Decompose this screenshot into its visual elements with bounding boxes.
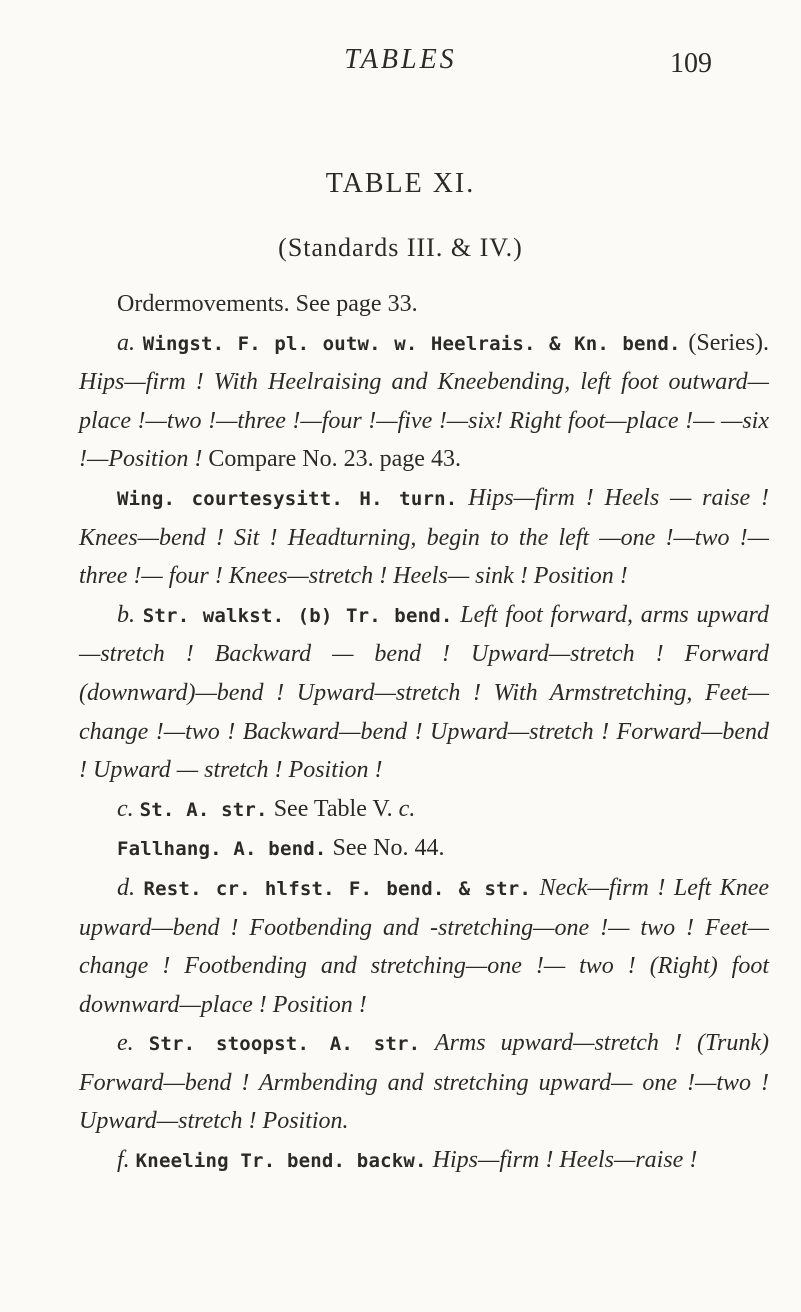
section-f-command: Kneeling Tr. bend. backw. [135,1150,427,1173]
section-e-command: Str. stoopst. A. str. [148,1033,421,1056]
section-c-command-2: Fallhang. A. bend. [117,838,327,861]
section-d-label: d. [117,874,135,901]
section-e-instructions: Arms upward—stretch ! (Trunk) Forward—bend ! Armbending and stretching upward— one !—two ! Upward—stretch ! Position. [79,1030,769,1135]
section-b-instructions: Left foot forward, arms upward—stretch ! Backward — bend ! Upward—stretch ! Forward (downward)—bend ! Upward—stretch ! With Armstretching, Feet—change !—two ! Backward—bend ! Upward—stretch ! Forward—bend ! Upward — stretch ! Position ! [79,601,770,784]
running-head [0,44,801,84]
section-c-reference: c. [398,795,416,822]
section-c-text-2: See No. 44. [326,835,445,862]
section-a-text: (Series). [680,329,770,356]
section-d [79,869,769,1024]
page-number: 109 [670,48,712,79]
section-f [79,1141,769,1181]
section-a-instructions-2: Hips—firm ! Heels — raise ! Knees—bend ! Sit ! Headturning, begin to the left —one !—two !—three !— four ! Knees—stretch ! Heels— sink ! Position ! [79,484,769,590]
section-f-instructions: Hips—firm ! Heels—raise ! [426,1147,698,1174]
section-a-continued [79,479,769,596]
section-c-continued [79,829,769,869]
section-b [79,596,769,790]
section-b-label: b. [117,601,135,628]
section-a-command: Wingst. F. pl. outw. w. Heelrais. & Kn. bend. [142,332,681,355]
table-title: TABLE XI. [325,168,476,199]
section-b-command: Str. walkst. (b) Tr. bend. [142,604,453,627]
section-c [79,790,769,830]
section-a-compare: Compare No. 23. page 43. [202,446,461,473]
section-a [79,324,769,479]
intro-paragraph: Ordermovements. See page 33. [117,291,418,317]
section-c-command: St. A. str. [139,798,268,821]
table-subtitle: (Standards III. & IV.) [278,233,523,262]
section-f-label: f. [117,1147,130,1174]
running-title: TABLES [344,44,457,75]
section-c-text: See Table V. [267,795,399,822]
section-e [79,1024,769,1141]
section-a-label: a. [117,329,135,356]
section-d-instructions: Neck—firm ! Left Knee upward—bend ! Footbending and -stretching—one !— two ! Feet—change ! Footbending and stretching—one !— two ! (Right) foot downward—place ! Position ! [79,874,770,1018]
section-c-label: c. [117,795,134,822]
section-a-instructions: Hips—firm ! With Heelraising and Kneebending, left foot outward—place !—two !—three !—four !—five !—six! Right foot—place !— —six !—Position ! [79,369,769,473]
section-d-command: Rest. cr. hlfst. F. bend. & str. [143,877,532,900]
section-e-label: e. [117,1030,134,1057]
section-a-command-2: Wing. courtesysitt. H. turn. [117,487,458,510]
body-text [79,285,769,1181]
